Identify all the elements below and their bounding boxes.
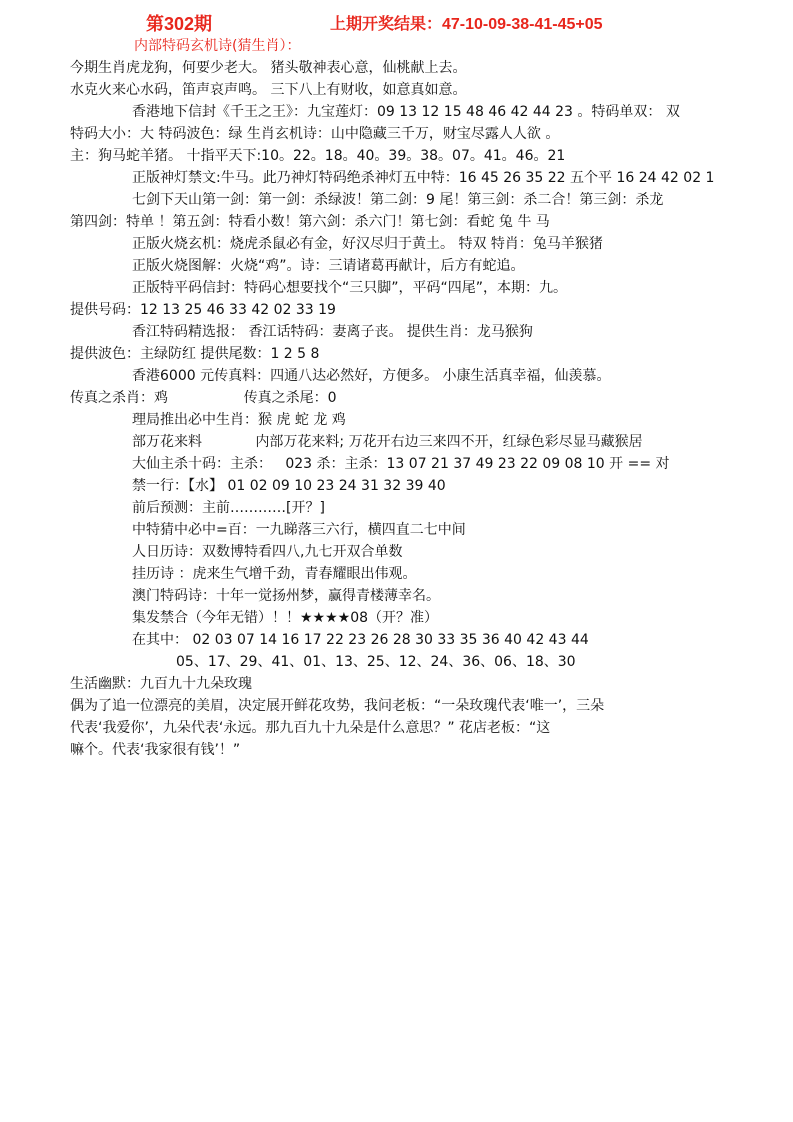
line-text: 正版神灯禁文:牛马。此乃神灯特码绝杀神灯五中特：16 45 26 35 22 五个平 16 24 42 02 1 xyxy=(132,170,715,186)
text-line xyxy=(132,498,793,518)
text-line xyxy=(70,388,793,408)
text-line xyxy=(132,586,793,606)
text-line xyxy=(70,718,793,738)
line-text: 代表‘我爱你’，九朵代表‘永远。那九百九十九朵是什么意思？” 花店老板：“这 xyxy=(70,720,551,736)
line-text: 主：狗马蛇羊猪。 十指平天下:10。22。18。40。39。38。07。41。46。21 xyxy=(70,148,566,164)
line-text: 大仙主杀十码：主杀： 023 杀：主杀：13 07 21 37 49 23 22 09 08 10 开 == 对 xyxy=(132,456,670,472)
line-text: 前后预测：主前…………[开？] xyxy=(132,500,325,516)
line-text: 人日历诗：双数博特看四八,九七开双合单数 xyxy=(132,544,403,560)
line-text: 澳门特码诗：十年一觉扬州梦，赢得青楼薄幸名。 xyxy=(132,588,440,604)
line-text: 今期生肖虎龙狗，何要少老大。 猪头敬神表心意，仙桃献上去。 xyxy=(70,60,467,76)
line-text: 集发禁合（今年无错）！！★★★★08（开？准） xyxy=(132,610,439,626)
line-text: 禁一行：【水】 01 02 09 10 23 24 31 32 39 40 xyxy=(132,478,446,494)
text-line xyxy=(132,102,793,122)
text-line xyxy=(70,696,793,716)
header xyxy=(0,10,793,36)
text-line xyxy=(132,630,793,650)
line-text: 第四剑：特单 ！第五剑：特看小数！第六剑：杀六门！第七剑：看蛇 兔 牛 马 xyxy=(70,214,550,230)
text-line xyxy=(70,300,793,320)
text-line xyxy=(70,146,793,166)
line-text: 提供号码：12 13 25 46 33 42 02 33 19 xyxy=(70,302,336,318)
text-line xyxy=(132,564,793,584)
text-line xyxy=(132,410,793,430)
line-text: 香港6000 元传真料：四通八达必然好，方便多。 小康生活真幸福，仙羡慕。 xyxy=(132,368,611,384)
text-line xyxy=(70,674,793,694)
text-line xyxy=(132,454,793,474)
text-line xyxy=(132,366,793,386)
line-text: 嘛个。代表‘我家很有钱’！” xyxy=(70,742,241,758)
line-text: 正版特平码信封：特码心想要找个“三只脚”，平码“四尾”，本期：九。 xyxy=(132,280,568,296)
line-text: 生活幽默：九百九十九朵玫瑰 xyxy=(70,676,252,692)
line-text: 正版火烧图解：火烧“鸡”。诗：三请诸葛再献计，后方有蛇追。 xyxy=(132,258,525,274)
text-line xyxy=(70,212,793,232)
text-line xyxy=(132,520,793,540)
text-line xyxy=(70,58,793,78)
text-line xyxy=(132,278,793,298)
line-text: 内部特码玄机诗(猜生肖）： xyxy=(134,38,301,54)
line-text: 特码大小：大 特码波色：绿 生肖玄机诗：山中隐藏三千万，财宝尽露人人欲 。 xyxy=(70,126,560,142)
line-text: 七剑下天山第一剑：第一剑：杀绿波！第二剑：9 尾！第三剑：杀二合！第三剑：杀龙 xyxy=(132,192,664,208)
line-text: 05、17、29、41、01、13、25、12、24、36、06、18、30 xyxy=(176,654,576,670)
text-line xyxy=(132,542,793,562)
text-line xyxy=(132,168,793,188)
line-text: 提供波色：主绿防红 提供尾数：1 2 5 8 xyxy=(70,346,320,362)
line-text: 偶为了追一位漂亮的美眉，决定展开鲜花攻势，我问老板：“一朵玫瑰代表‘唯一’，三朵 xyxy=(70,698,605,714)
text-line xyxy=(134,36,793,56)
text-line xyxy=(132,608,793,628)
text-line xyxy=(132,432,793,452)
text-line xyxy=(132,256,793,276)
line-text: 挂历诗 ：虎来生气增千劲，青春耀眼出伟观。 xyxy=(132,566,417,582)
text-line xyxy=(176,652,793,672)
line-text: 理局推出必中生肖：猴 虎 蛇 龙 鸡 xyxy=(132,412,346,428)
text-line xyxy=(132,322,793,342)
text-line xyxy=(70,124,793,144)
text-line xyxy=(70,344,793,364)
text-line xyxy=(132,234,793,254)
line-text: 正版火烧玄机：烧虎杀鼠必有金，好汉尽归于黄土。 特双 特肖：兔马羊猴猪 xyxy=(132,236,603,252)
text-line xyxy=(132,190,793,210)
line-text: 香江特码精选报： 香江话特码：妻离子丧。 提供生肖：龙马猴狗 xyxy=(132,324,533,340)
line-text: 传真之杀肖：鸡 传真之杀尾：0 xyxy=(70,390,337,406)
text-line xyxy=(132,476,793,496)
line-text: 部万花来料 内部万花来料; 万花开右边三来四不开，红绿色彩尽显马藏猴居 xyxy=(132,434,643,450)
issue-number: 第302期 xyxy=(146,14,213,34)
line-text: 水克火来心水码，笛声哀声鸣。 三下八上有财收，如意真如意。 xyxy=(70,82,467,98)
line-text: 在其中： 02 03 07 14 16 17 22 23 26 28 30 33 35 36 40 42 43 44 xyxy=(132,632,589,648)
text-line xyxy=(70,740,793,760)
line-text: 香港地下信封《千王之王》：九宝莲灯：09 13 12 15 48 46 42 44 23 。特码单双： 双 xyxy=(132,104,680,120)
text-line xyxy=(70,80,793,100)
last-draw-result: 上期开奖结果：47-10-09-38-41-45+05 xyxy=(330,16,603,33)
line-text: 中特猜中必中=百：一九睇落三六行，横四直二七中间 xyxy=(132,522,466,538)
